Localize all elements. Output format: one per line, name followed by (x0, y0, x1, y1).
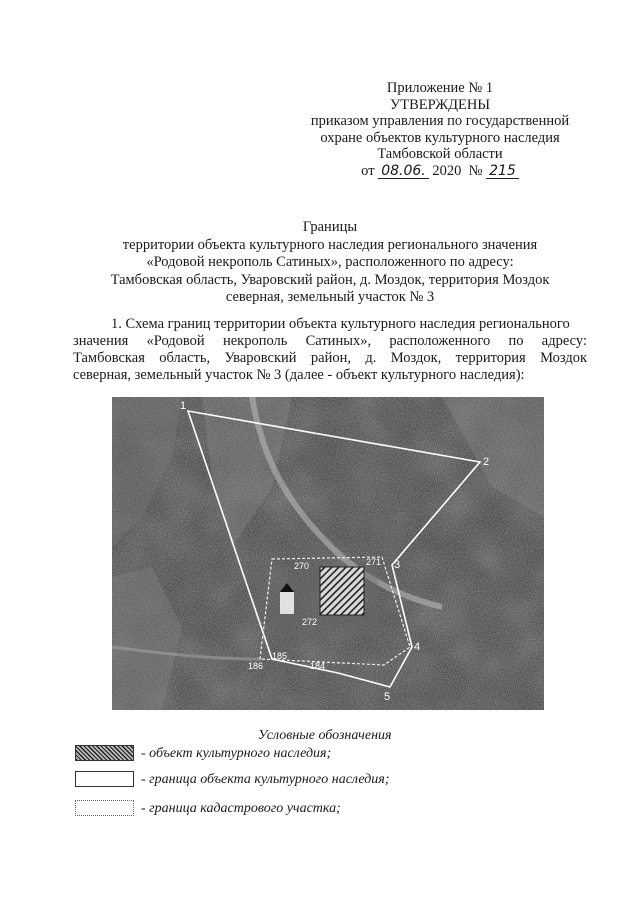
order-line-2: охране объектов культурного наследия (320, 129, 560, 146)
paragraph-line-2: значения «Родовой некрополь Сатиных», расположенного по адресу: (73, 333, 587, 349)
legend-label: - граница кадастрового участка; (141, 801, 341, 816)
paragraph-line-3: Тамбовская область, Уваровский район, д. Моздок, территория Моздок (73, 350, 587, 366)
handwritten-number: 215 (486, 164, 519, 179)
point-label-186: 186 (248, 661, 264, 671)
legend-label: - объект культурного наследия; (141, 746, 332, 761)
legend-title: Условные обозначения (258, 728, 392, 743)
point-label-272: 272 (302, 617, 318, 627)
point-label-5: 5 (384, 691, 391, 703)
title-line-5: северная, земельный участок № 3 (225, 289, 435, 305)
legend-item-heritage-object (75, 745, 495, 765)
legend-item-heritage-boundary (75, 771, 495, 791)
point-label-2: 2 (483, 456, 490, 468)
order-line-3: Тамбовской области (377, 146, 503, 162)
point-label-271: 271 (366, 557, 382, 567)
heritage-object-area (320, 567, 364, 615)
point-label-3: 3 (394, 559, 401, 571)
point-label-1: 1 (180, 400, 187, 412)
paragraph-line-4: северная, земельный участок № 3 (далее - объект культурного наследия): (73, 367, 525, 383)
legend-label: - граница объекта культурного наследия; (141, 772, 390, 787)
approval-block (290, 80, 590, 179)
appendix-number: Приложение № 1 (386, 80, 494, 96)
approved-heading: УТВЕРЖДЕНЫ (389, 96, 491, 113)
satellite-image (112, 397, 544, 710)
scheme-paragraph (73, 316, 587, 384)
order-line-1: приказом управления по государственной (310, 113, 570, 129)
boundary-scheme-map (112, 397, 544, 710)
order-date-line (290, 163, 590, 180)
title-line-4: Тамбовская область, Уваровский район, д. Моздок, территория Моздок (110, 271, 550, 288)
legend-item-cadastral-boundary (75, 800, 495, 820)
date-prefix: от (361, 162, 375, 179)
title-line-2: территории объекта культурного наследия регионального значения (122, 236, 538, 253)
title-line-1: Границы (302, 219, 358, 235)
point-label-4: 4 (414, 641, 421, 653)
handwritten-date: 08.06. (378, 164, 429, 179)
title-line-3: «Родовой некрополь Сатиных», расположенного по адресу: (146, 254, 514, 270)
legend-solid-swatch (75, 771, 134, 787)
number-sign: № (468, 162, 483, 179)
legend-hatch-swatch (75, 745, 134, 761)
document-title (60, 219, 600, 307)
point-label-185: 185 (272, 651, 288, 661)
point-label-270: 270 (294, 561, 310, 571)
paragraph-line-1: 1. Схема границ территории объекта культурного наследия регионального (111, 316, 570, 332)
legend-dotted-swatch (75, 800, 134, 816)
order-year: 2020 (432, 162, 462, 179)
point-label-184: 184 (310, 661, 326, 671)
